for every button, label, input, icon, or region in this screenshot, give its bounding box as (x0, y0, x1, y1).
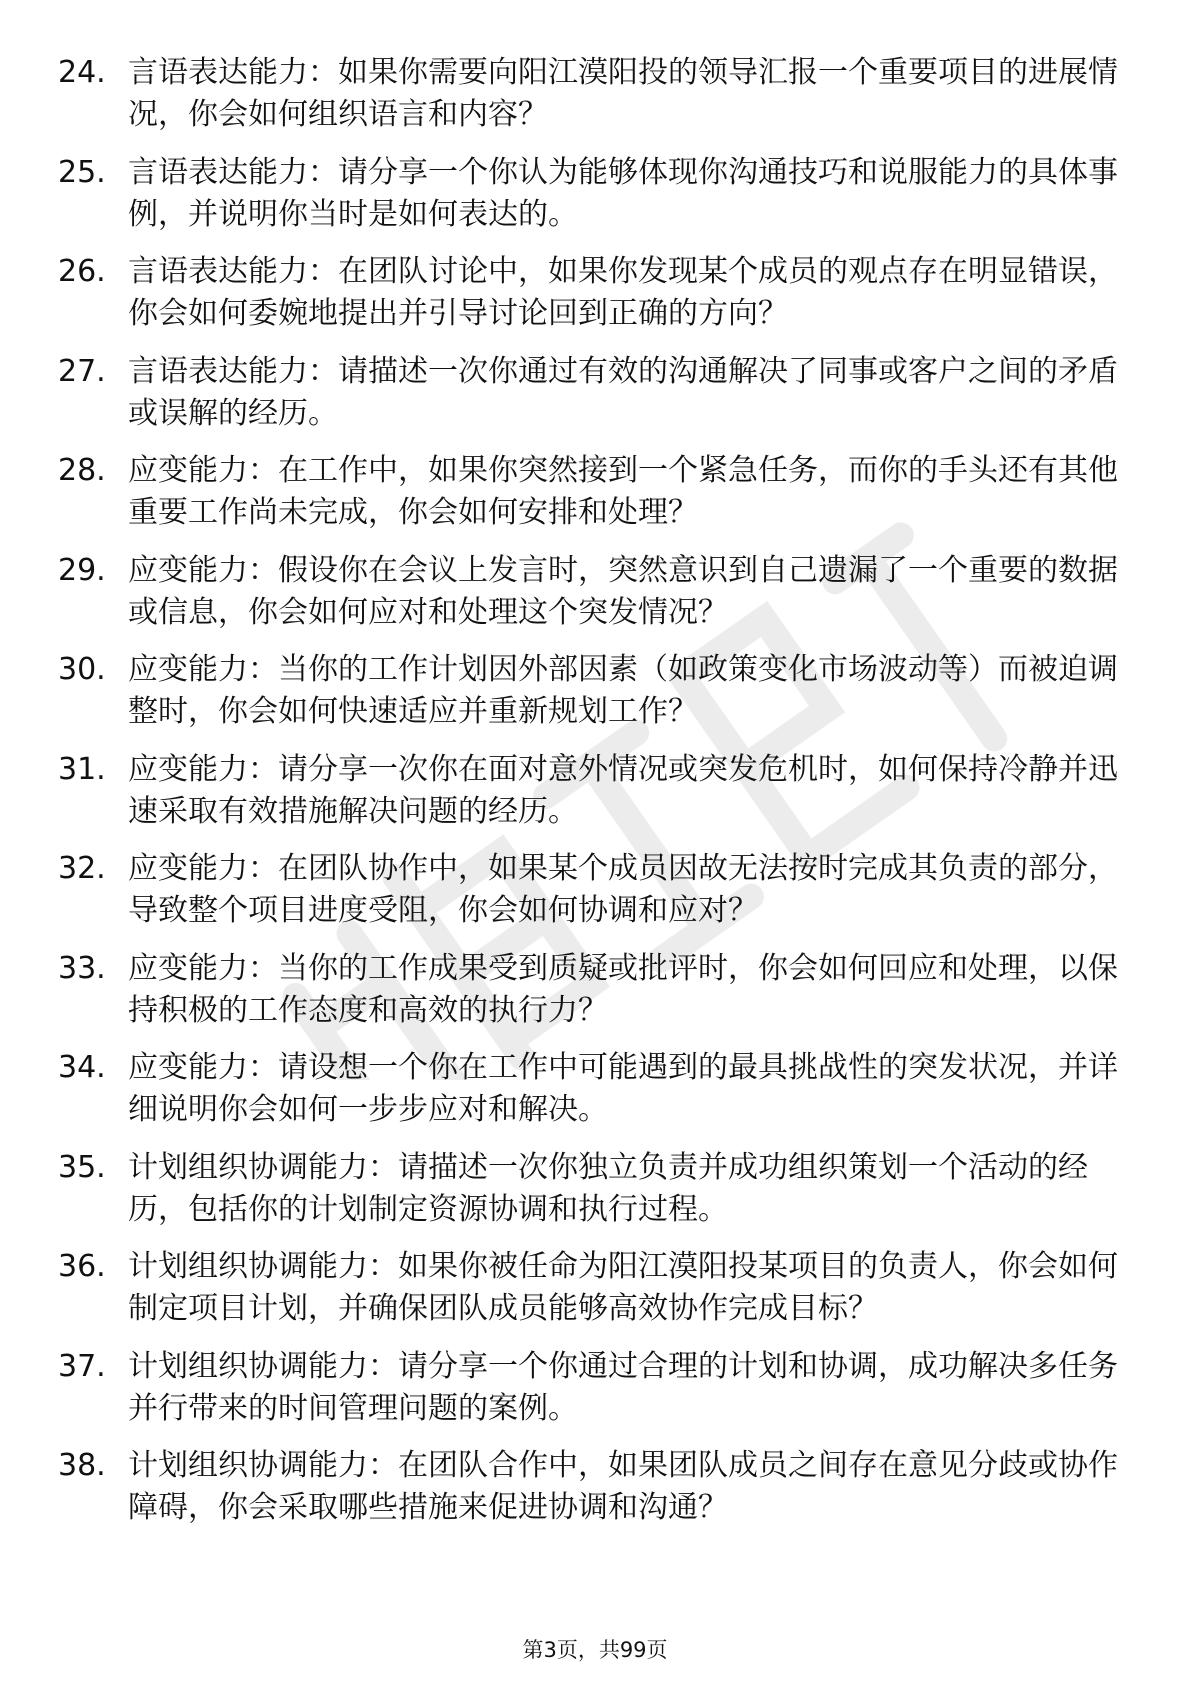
question-item (58, 251, 1118, 335)
question-number: 29. (58, 552, 106, 588)
question-item (58, 848, 1118, 932)
question-text: 应变能力：请分享一次你在面对意外情况或突发危机时，如何保持冷静并迅速采取有效措施解决问题的经历。 (128, 751, 1118, 829)
question-number: 32. (58, 851, 106, 886)
question-item (58, 1346, 1118, 1430)
question-text: 言语表达能力：在团队讨论中，如果你发现某个成员的观点存在明显错误，你会如何委婉地提出并引导讨论回到正确的方向？ (128, 254, 1118, 331)
question-text: 应变能力：请设想一个你在工作中可能遇到的最具挑战性的突发状况，并详细说明你会如何一步步应对和解决。 (128, 1050, 1118, 1127)
question-number: 28. (58, 453, 106, 488)
question-list (58, 52, 1118, 1545)
question-item (58, 152, 1118, 236)
question-text: 应变能力：当你的工作计划因外部因素（如政策变化市场波动等）而被迫调整时，你会如何快速适应并重新规划工作？ (128, 652, 1118, 729)
question-item (58, 1047, 1118, 1131)
question-text: 应变能力：在工作中，如果你突然接到一个紧急任务，而你的手头还有其他重要工作尚未完成，你会如何安排和处理？ (128, 453, 1118, 530)
question-text: 应变能力：当你的工作成果受到质疑或批评时，你会如何回应和处理，以保持积极的工作态度和高效的执行力？ (128, 950, 1118, 1028)
question-item (58, 649, 1118, 733)
question-number: 26. (58, 254, 106, 289)
question-number: 27. (58, 353, 106, 389)
question-item (58, 550, 1118, 634)
question-text: 计划组织协调能力：在团队合作中，如果团队成员之间存在意见分歧或协作障碍，你会采取哪些措施来促进协调和沟通？ (128, 1448, 1118, 1525)
question-item (58, 1147, 1118, 1231)
question-text: 言语表达能力：如果你需要向阳江漠阳投的领导汇报一个重要项目的进展情况，你会如何组织语言和内容？ (128, 55, 1118, 132)
question-item (58, 351, 1118, 435)
question-number: 31. (58, 751, 106, 787)
question-number: 38. (58, 1448, 106, 1483)
question-text: 言语表达能力：请描述一次你通过有效的沟通解决了同事或客户之间的矛盾或误解的经历。 (128, 353, 1118, 431)
question-text: 计划组织协调能力：请描述一次你独立负责并成功组织策划一个活动的经历，包括你的计划制定资源协调和执行过程。 (128, 1149, 1088, 1227)
question-text: 应变能力：在团队协作中，如果某个成员因故无法按时完成其负责的部分，导致整个项目进度受阻，你会如何协调和应对？ (128, 851, 1118, 928)
question-item (58, 450, 1118, 534)
question-number: 25. (58, 154, 106, 190)
question-item (58, 1445, 1118, 1529)
question-item (58, 948, 1118, 1032)
page-number-footer: 第3页，共99页 (522, 1638, 668, 1662)
question-text: 计划组织协调能力：如果你被任命为阳江漠阳投某项目的负责人，你会如何制定项目计划，并确保团队成员能够高效协作完成目标？ (128, 1249, 1118, 1326)
question-number: 36. (58, 1249, 106, 1284)
question-text: 计划组织协调能力：请分享一个你通过合理的计划和协调，成功解决多任务并行带来的时间管理问题的案例。 (128, 1348, 1118, 1426)
question-number: 35. (58, 1149, 106, 1185)
question-number: 30. (58, 652, 106, 687)
question-item (58, 52, 1118, 136)
question-item (58, 749, 1118, 833)
question-number: 24. (58, 55, 106, 90)
question-text: 言语表达能力：请分享一个你认为能够体现你沟通技巧和说服能力的具体事例，并说明你当时是如何表达的。 (128, 154, 1118, 232)
question-number: 34. (58, 1050, 106, 1085)
question-item (58, 1246, 1118, 1330)
question-text: 应变能力：假设你在会议上发言时，突然意识到自己遗漏了一个重要的数据或信息，你会如何应对和处理这个突发情况？ (128, 552, 1118, 630)
question-number: 33. (58, 950, 106, 986)
question-number: 37. (58, 1348, 106, 1384)
